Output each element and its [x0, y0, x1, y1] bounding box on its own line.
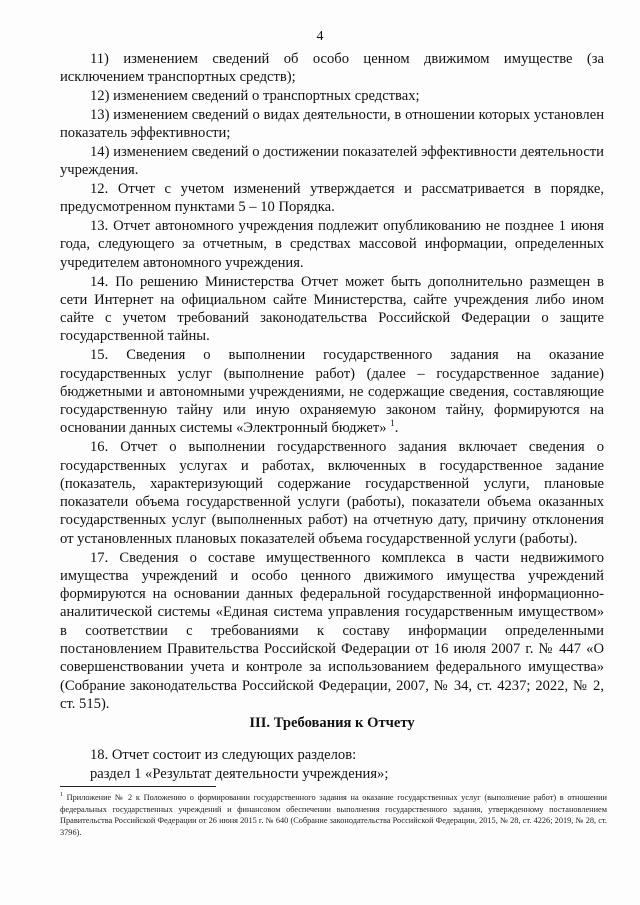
clause-13: 13. Отчет автономного учреждения подлежит опубликованию не позднее 1 июня года, следующего за отчетным, в средствах массовой информации, определенных учредителем автономного учреждения. — [60, 218, 604, 271]
list-item-11: 11) изменением сведений об особо ценном движимом имуществе (за исключением транспортных средств); — [60, 51, 604, 86]
clause-15 — [60, 346, 604, 437]
page-number: 4 — [316, 29, 324, 44]
footnote-marker: 1 — [60, 792, 63, 799]
clause-15-text: 15. Сведения о выполнении государственного задания на оказание государственных услуг (выполнение работ) (далее – государственное задание) бюджетными и автономными учреждениями, не содержащие сведения, составляющие государственную тайну или иную охраняемую законом тайну, формируются на основании данных системы «Электронный бюджет» — [60, 347, 604, 437]
clause-15-end: . — [394, 420, 399, 437]
footnote — [60, 792, 607, 838]
footnote-divider — [60, 786, 216, 787]
list-item-12: 12) изменением сведений о транспортных средствах; — [90, 88, 420, 105]
clause-16: 16. Отчет о выполнении государственного задания включает сведения о государственных услугах и работах, включенных в государственное задание (показатель, характеризующий содержание государственной услуги, плановые показатели объема государственной услуги (работы), показатели объема оказанных государственных услуг (выполненных работ) на отчетную дату, причину отклонения от установленных плановых показателей объема государственной услуги (работы). — [60, 439, 604, 547]
section-heading: III. Требования к Отчету — [249, 714, 415, 731]
clause-14: 14. По решению Министерства Отчет может быть дополнительно размещен в сети Интернет на официальном сайте Министерства, сайте учреждения либо ином сайте с учетом требований законодательства Российской Федерации о защите государственной тайны. — [60, 273, 604, 345]
section-list-item-1: раздел 1 «Результат деятельности учреждения»; — [90, 765, 389, 782]
footnote-text: Приложение № 2 к Положению о формировании государственного задания на оказание государственных услуг (выполнение работ) в отношении федеральных государственных учреждений и финансовом обеспечении выполнения государственного задания, утвержденному постановлением Правительства Российской Федерации от 26 июня 2015 г. № 640 (Собрание законодательства Российской Федерации, 2015, № 28, ст. 4226; 2019, № 28, ст. 3796). — [60, 793, 607, 837]
document-body — [60, 50, 604, 783]
clause-12: 12. Отчет с учетом изменений утверждается и рассматривается в порядке, предусмотренном пунктами 5 – 10 Порядка. — [60, 181, 604, 216]
clause-18: 18. Отчет состоит из следующих разделов: — [90, 746, 357, 763]
list-item-14: 14) изменением сведений о достижении показателей эффективности деятельности учреждения. — [60, 143, 604, 179]
clause-17: 17. Сведения о составе имущественного комплекса в части недвижимого имущества учреждений и особо ценного движимого имущества учреждений формируются на основании данных федеральной государственной информационно-аналитической системы «Единая система управления государственным имуществом» в соответствии с требованиями к составу информации определенными постановлением Правительства Российской Федерации от 16 июля 2007 г. № 447 «О совершенствовании учета и контроле за использованием федерального имущества» (Собрание законодательства Российской Федерации, 2007, № 34, ст. 4237; 2022, № 2, ст. 515). — [60, 549, 604, 712]
list-item-13: 13) изменением сведений о видах деятельности, в отношении которых установлен показатель эффективности; — [60, 106, 604, 142]
footnote-reference[interactable]: 1 — [390, 418, 395, 429]
